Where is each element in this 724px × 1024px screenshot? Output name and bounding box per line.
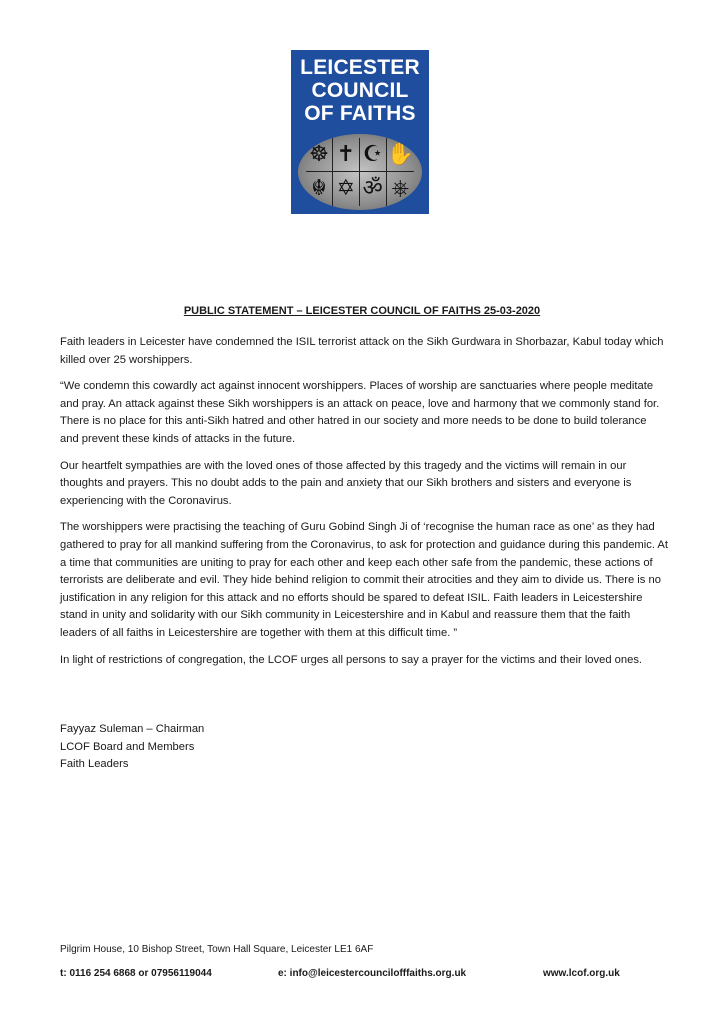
paragraph: In light of restrictions of congregation, the LCOF urges all persons to say a prayer for the victims and their loved ones. (60, 653, 643, 666)
logo-line-1: LEICESTER (300, 56, 420, 79)
paragraph: Our heartfelt sympathies are with the loved ones of those affected by this tragedy and the victims will remain in our thoughts and prayers. This no doubt adds to the pain and anxiety that our Sikh brothers and sisters and everyone is experiencing with the Coronavirus. (60, 459, 632, 507)
paragraph: The worshippers were practising the teaching of Guru Gobind Singh Ji of ‘recognise the human race as one’ as they had gathered to pray for all mankind suffering from the Coronavirus, to ask for protection and guidance during this pandemic. At a time that communities are uniting to pray for each other and keep each other safe from the pandemic, these actions of terrorists are deliberate and evil. They hide behind religion to commit their atrocities and they aim to divide us. There is no justification in any religion for this attack and no efforts should be spared to defeat ISIL. Faith leaders in Leicestershire stand in unity and solidarity with our Sikh community in Leicestershire and in Kabul and reassure them that the faith leaders of all faiths in Leicestershire are together with them at this difficult time. ” (60, 521, 668, 639)
paragraph: “We condemn this cowardly act against innocent worshippers. Places of worship are sanctuaries where people meditate and pray. An attack against these Sikh worshippers is an attack on peace, love and harmony that we commonly stand for. There is no place for this anti-Sikh hatred and other hatred in our society and more needs to be done to build tolerance and prevent these kinds of attacks in the future. (60, 380, 660, 445)
logo-line-2: COUNCIL (311, 79, 409, 102)
statement-body (60, 334, 668, 678)
logo-wordmark (291, 56, 429, 125)
organization-logo (291, 50, 429, 214)
star-of-david-icon: ✡ (333, 172, 360, 206)
logo-line-3: OF FAITHS (304, 102, 416, 125)
footer-address: Pilgrim House, 10 Bishop Street, Town Hall Square, Leicester LE1 6AF (60, 944, 374, 955)
crescent-star-icon: ☪ (360, 138, 387, 172)
dharma-wheel-icon: ☸ (306, 138, 333, 172)
wheel-icon: ⎈ (391, 176, 410, 201)
jain-hand-icon: ✋ (387, 138, 414, 172)
faiths-emblem (298, 134, 422, 210)
paragraph: Faith leaders in Leicester have condemned the ISIL terrorist attack on the Sikh Gurdwara in Shorbazar, Kabul today which killed over 25 worshippers. (60, 336, 664, 366)
signatory-faith-leaders: Faith Leaders (60, 758, 129, 771)
om-icon: ॐ (360, 172, 387, 206)
footer-phone: t: 0116 254 6868 or 07956119044 (60, 968, 212, 979)
signature-block (60, 721, 360, 774)
statement-title: PUBLIC STATEMENT – LEICESTER COUNCIL OF FAITHS 25-03-2020 (183, 305, 541, 317)
signatory-name: Fayyaz Suleman – Chairman (60, 723, 205, 735)
footer-email[interactable]: e: info@leicestercouncilofffaiths.org.uk (278, 968, 467, 979)
signatory-group: LCOF Board and Members (60, 740, 195, 753)
khanda-icon: ☬ (306, 172, 333, 206)
cross-icon: ✝ (333, 138, 360, 172)
footer-website[interactable]: www.lcof.org.uk (543, 968, 620, 979)
